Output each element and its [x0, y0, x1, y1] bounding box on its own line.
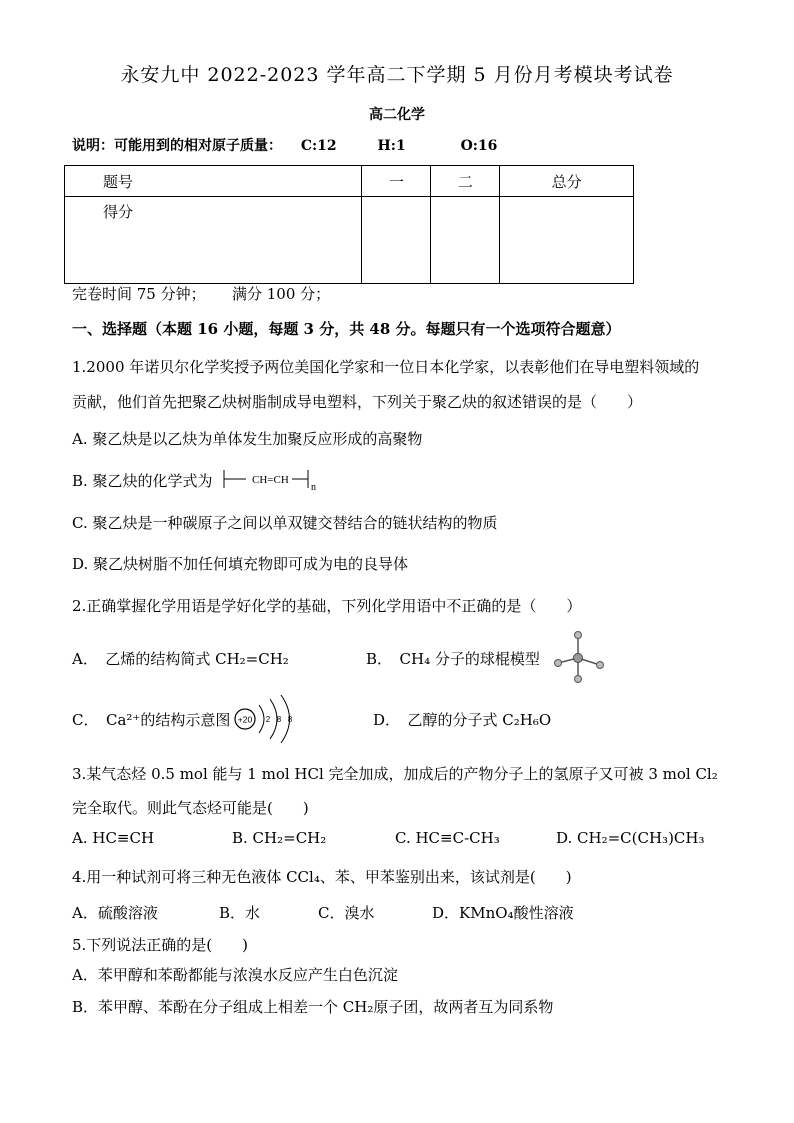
- q2-option-b: B． CH₄ 分子的球棍模型: [366, 650, 540, 668]
- q2-option-d: D． 乙醇的分子式 C₂H₆O: [373, 711, 552, 729]
- q1-option-b: [72, 470, 213, 491]
- ca-shell-3: 8: [287, 715, 293, 724]
- score-header-part1: 一: [362, 166, 431, 197]
- q1-stem-line2: 贡献，他们首先把聚乙炔树脂制成导电塑料，下列关于聚乙炔的叙述错误的是（ ）: [72, 393, 643, 411]
- score-cell-total[interactable]: [500, 197, 634, 284]
- q2-option-c: C． Ca²⁺的结构示意图: [72, 711, 231, 729]
- q5-stem: 5.下列说法正确的是( ): [72, 936, 249, 954]
- mass-h: H:1: [377, 138, 406, 154]
- q1-option-d: D. 聚乙炔树脂不加任何填充物即可成为电的良导体: [72, 555, 409, 573]
- score-header-part2: 二: [431, 166, 500, 197]
- q4-stem: 4.用一种试剂可将三种无色液体 CCl₄、苯、甲苯鉴别出来，该试剂是( ): [72, 868, 572, 886]
- ca-nucleus-charge: +20: [237, 714, 253, 725]
- exam-full-score: 满分 100 分；: [232, 285, 331, 303]
- q3-stem-line2: 完全取代。则此气态烃可能是( ): [72, 799, 309, 817]
- q3-option-b: B. CH₂=CH₂: [232, 829, 327, 847]
- q1-option-c: C. 聚乙炔是一种碳原子之间以单双键交替结合的链状结构的物质: [72, 514, 498, 532]
- exam-subject: 高二化学: [369, 107, 425, 123]
- q4-option-c: C．溴水: [318, 904, 375, 922]
- q2-stem: 2.正确掌握化学用语是学好化学的基础，下列化学用语中不正确的是（ ）: [72, 597, 582, 615]
- q3-option-c: C. HC≡C-CH₃: [395, 829, 500, 847]
- q3-option-a: A. HC≡CH: [72, 829, 155, 847]
- score-header-question: 题号: [65, 166, 362, 197]
- atomic-mass-note: [72, 135, 497, 155]
- q4-option-b: B．水: [219, 904, 261, 922]
- q2-option-a: A． 乙烯的结构简式 CH₂=CH₂: [72, 650, 289, 668]
- q1-formula-text: CH=CH: [252, 474, 289, 486]
- q1-formula-n: n: [311, 482, 316, 492]
- exam-time: 完卷时间 75 分钟；: [72, 285, 206, 303]
- polyacetylene-formula: [222, 466, 332, 492]
- note-label: 说明：可能用到的相对原子质量：: [72, 138, 282, 154]
- q1-option-a: A. 聚乙炔是以乙炔为单体发生加聚反应形成的高聚物: [72, 430, 423, 448]
- q1-option-b-prefix: B. 聚乙炔的化学式为: [72, 472, 213, 490]
- q5-option-a: A．苯甲醇和苯酚都能与浓溴水反应产生白色沉淀: [72, 966, 398, 984]
- ca-shell-1: 2: [265, 715, 271, 724]
- q4-option-a: A．硫酸溶液: [72, 904, 158, 922]
- score-header-total: 总分: [500, 166, 634, 197]
- score-cell-part1[interactable]: [362, 197, 431, 284]
- section1-heading: 一、选择题（本题 16 小题，每题 3 分，共 48 分。每题只有一个选项符合题意）: [72, 320, 621, 338]
- q3-stem-line1: 3.某气态烃 0.5 mol 能与 1 mol HCl 完全加成，加成后的产物分子上的氢原子又可被 3 mol Cl₂: [72, 765, 718, 783]
- methane-ball-stick-model: [548, 627, 612, 685]
- score-cell-part2[interactable]: [431, 197, 500, 284]
- q4-option-d: D．KMnO₄酸性溶液: [432, 904, 574, 922]
- exam-title: 永安九中 2022-2023 学年高二下学期 5 月份月考模块考试卷: [120, 64, 674, 86]
- q1-stem-line1: 1.2000 年诺贝尔化学奖授予两位美国化学家和一位日本化学家，以表彰他们在导电塑料领域的: [72, 358, 700, 376]
- mass-c: C:12: [300, 138, 337, 154]
- q5-option-b: B．苯甲醇、苯酚在分子组成上相差一个 CH₂原子团，故两者互为同系物: [72, 998, 554, 1016]
- ca-ion-structure-diagram: [232, 695, 304, 743]
- ca-shell-2: 8: [276, 715, 282, 724]
- score-table: [64, 165, 634, 284]
- mass-o: O:16: [460, 138, 498, 154]
- score-row-label: 得分: [65, 197, 362, 284]
- q3-option-d: D. CH₂=C(CH₃)CH₃: [556, 829, 705, 847]
